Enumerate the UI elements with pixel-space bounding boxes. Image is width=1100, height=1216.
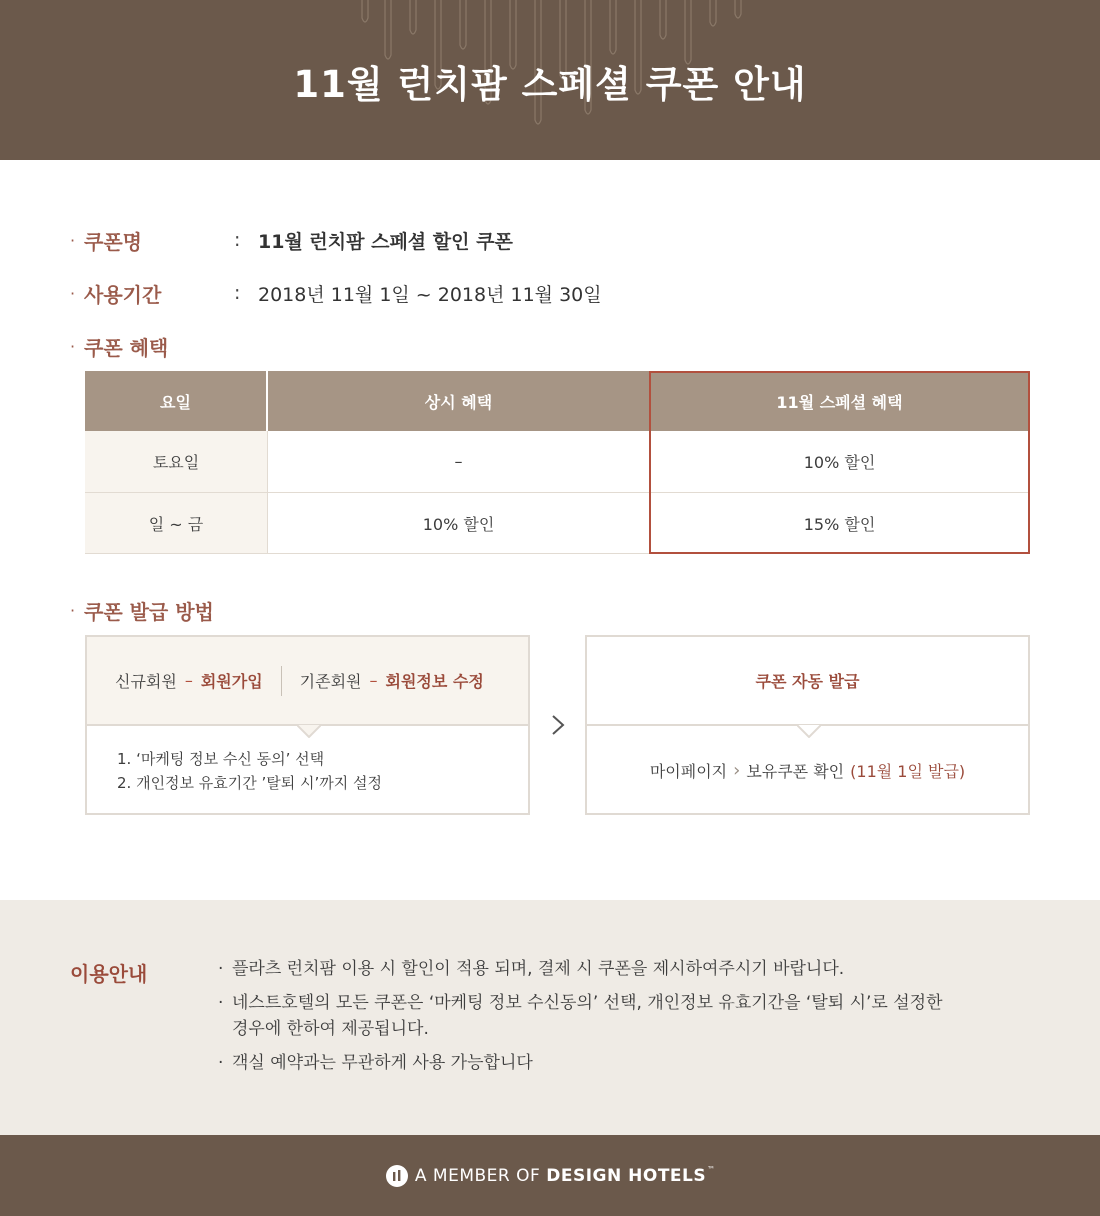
step-item: 2. 개인정보 유효기간 ’탈퇴 시’까지 설정	[117, 774, 383, 792]
table-header-row	[85, 371, 1030, 431]
cell-regular: 10% 할인	[422, 514, 495, 534]
table-row	[85, 431, 1030, 493]
steps-list	[117, 747, 382, 795]
usage-text: 객실 예약과는 무관하게 사용 가능합니다	[232, 1053, 533, 1073]
usage-text: 플라츠 런치팜 이용 시 할인이 적용 되며, 결제 시 쿠폰을 제시하여주시기 바랍니다.	[232, 959, 845, 979]
path-mypage: 마이페이지	[649, 762, 728, 781]
usage-label: 이용안내	[70, 962, 148, 986]
existing-member-segment	[300, 669, 484, 692]
coupon-name-value: 11월 런치팜 스페셜 할인 쿠폰	[258, 230, 513, 253]
header-special-benefit: 11월 스페셜 혜택	[776, 392, 903, 412]
header-day: 요일	[85, 371, 268, 431]
notch-down-icon	[297, 725, 321, 738]
auto-issue-header	[587, 637, 1028, 726]
usage-text: 네스트호텔의 모든 쿠폰은 ‘마케팅 정보 수신동의’ 선택, 개인정보 유효기간을 ‘탈퇴 시’로 설정한 경우에 한하여 제공됩니다.	[232, 993, 943, 1039]
period-value: 2018년 11월 1일 ~ 2018년 11월 30일	[258, 283, 602, 306]
new-member-segment	[115, 669, 263, 692]
benefits-section-title	[70, 330, 168, 362]
benefits-table	[85, 371, 1030, 554]
usage-list	[218, 956, 978, 1084]
bullet: ·	[218, 993, 224, 1013]
dash: –	[369, 671, 378, 690]
path-coupons: 보유쿠폰 확인	[746, 762, 845, 781]
path-note: (11월 1일 발급)	[850, 762, 966, 781]
bullet: ·	[70, 283, 76, 303]
list-item	[218, 956, 978, 982]
cell-day: 일 ~ 금	[85, 493, 268, 553]
bullet: ·	[218, 959, 224, 979]
design-hotels-logo-icon	[385, 1164, 409, 1188]
cell-regular: –	[454, 452, 463, 471]
chevron-right-icon	[550, 713, 566, 737]
method-section-title	[70, 594, 214, 626]
existing-member-action: 회원정보 수정	[385, 672, 484, 691]
bullet: ·	[70, 336, 76, 356]
divider	[281, 666, 282, 696]
bullet: ·	[70, 230, 76, 250]
bullet: ·	[70, 600, 76, 620]
page-header	[0, 0, 1100, 160]
colon: :	[234, 282, 241, 304]
coupon-path	[587, 728, 1028, 813]
member-types	[87, 637, 528, 726]
footer-brand: DESIGN HOTELS	[546, 1165, 707, 1186]
coupon-name-row	[70, 224, 513, 256]
benefits-title: 쿠폰 혜택	[84, 335, 169, 360]
footer-prefix: A MEMBER OF	[414, 1165, 541, 1186]
period-row	[70, 277, 602, 309]
trademark: ™	[707, 1165, 716, 1174]
colon: :	[234, 229, 241, 251]
cell-day: 토요일	[85, 431, 268, 492]
existing-member-label: 기존회원	[299, 672, 362, 691]
method-title: 쿠폰 발급 방법	[84, 599, 214, 624]
page-title: 11월 런치팜 스페셜 쿠폰 안내	[293, 63, 807, 106]
new-member-label: 신규회원	[115, 672, 177, 691]
step-item: 1. ‘마케팅 정보 수신 동의’ 선택	[117, 750, 325, 768]
page-footer	[0, 1135, 1100, 1216]
usage-info-section	[0, 900, 1100, 1135]
cell-special: 10% 할인	[803, 453, 876, 472]
period-label: 사용기간	[84, 282, 162, 307]
coupon-name-label: 쿠폰명	[84, 229, 142, 254]
chevron-right-icon: ›	[733, 760, 741, 781]
table-row	[85, 493, 1030, 554]
bullet: ·	[218, 1053, 224, 1073]
dash: –	[184, 671, 193, 690]
list-item	[218, 1050, 978, 1076]
auto-issue-label: 쿠폰 자동 발급	[755, 672, 860, 691]
list-item	[218, 990, 978, 1042]
header-regular-benefit: 상시 혜택	[424, 392, 493, 412]
auto-issue-box	[585, 635, 1030, 815]
new-member-action: 회원가입	[200, 672, 263, 691]
cell-special: 15% 할인	[803, 514, 876, 534]
member-steps-box	[85, 635, 530, 815]
